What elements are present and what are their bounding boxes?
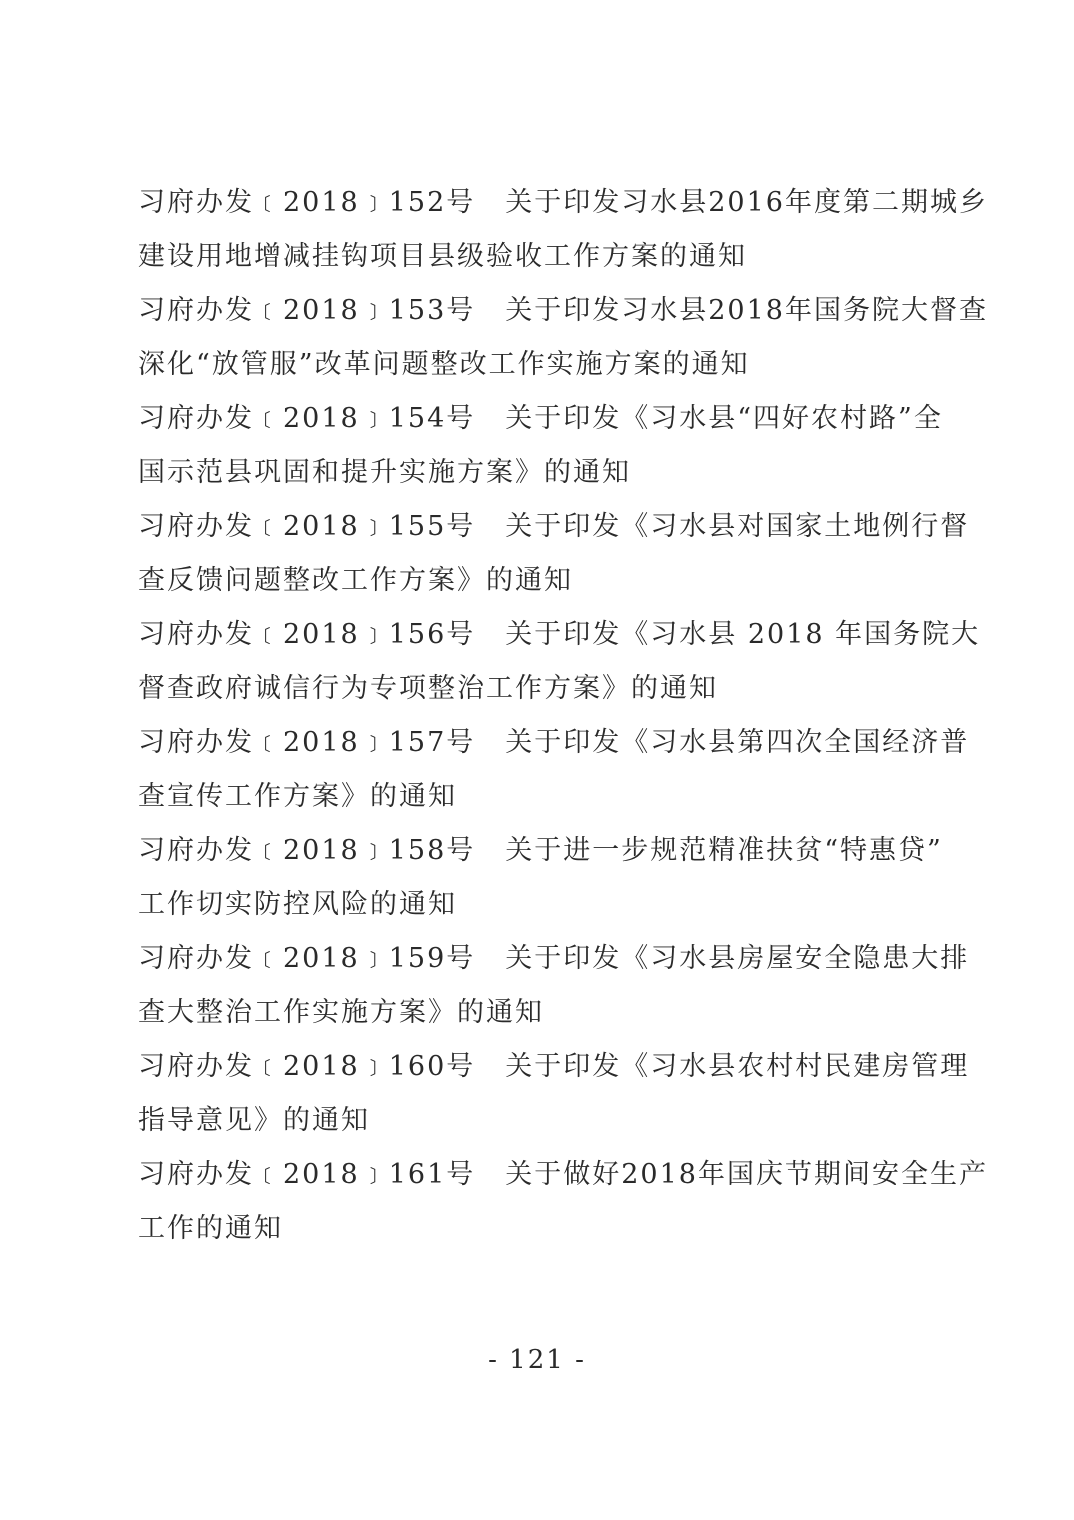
document-title-line1: 关于印发《习水县房屋安全隐患大排 (505, 943, 970, 974)
list-item (138, 824, 943, 932)
list-item (138, 716, 970, 824)
document-title-line2: 查反馈问题整改工作方案》的通知 (138, 565, 573, 596)
document-number: 习府办发﹝2018﹞159号 (138, 943, 476, 974)
document-number: 习府办发﹝2018﹞157号 (138, 727, 476, 758)
document-title-line1: 关于做好2018年国庆节期间安全生产 (505, 1159, 988, 1190)
document-number: 习府办发﹝2018﹞156号 (138, 619, 476, 650)
document-number: 习府办发﹝2018﹞160号 (138, 1051, 476, 1082)
page-number: - 121 - (488, 1345, 586, 1375)
document-title-line1: 关于印发习水县2016年度第二期城乡 (505, 187, 988, 218)
document-title-line1: 关于印发《习水县对国家土地例行督 (505, 511, 970, 542)
document-title-line1: 关于印发《习水县 2018 年国务院大 (505, 619, 981, 650)
document-title-line1: 关于印发《习水县第四次全国经济普 (505, 727, 970, 758)
document-title-line2: 工作切实防控风险的通知 (138, 889, 457, 920)
document-title-line1: 关于印发《习水县农村村民建房管理 (505, 1051, 970, 1082)
document-number: 习府办发﹝2018﹞161号 (138, 1159, 476, 1190)
list-item (138, 500, 970, 608)
list-item (138, 392, 943, 500)
list-item (138, 284, 988, 392)
list-item (138, 176, 988, 284)
document-title-line2: 深化“放管服”改革问题整改工作实施方案的通知 (138, 349, 750, 380)
document-number: 习府办发﹝2018﹞155号 (138, 511, 476, 542)
document-number: 习府办发﹝2018﹞152号 (138, 187, 476, 218)
document-title-line2: 查大整治工作实施方案》的通知 (138, 997, 544, 1028)
list-item (138, 1040, 970, 1148)
document-title-line2: 督查政府诚信行为专项整治工作方案》的通知 (138, 673, 718, 704)
document-title-line2: 指导意见》的通知 (138, 1105, 370, 1136)
document-title-line2: 建设用地增减挂钩项目县级验收工作方案的通知 (138, 241, 747, 272)
document-list (138, 176, 988, 1256)
document-number: 习府办发﹝2018﹞154号 (138, 403, 476, 434)
document-number: 习府办发﹝2018﹞158号 (138, 835, 476, 866)
list-item (138, 932, 970, 1040)
document-title-line2: 国示范县巩固和提升实施方案》的通知 (138, 457, 631, 488)
list-item (138, 608, 981, 716)
document-title-line1: 关于印发习水县2018年国务院大督查 (505, 295, 988, 326)
list-item (138, 1148, 988, 1256)
document-title-line2: 查宣传工作方案》的通知 (138, 781, 457, 812)
document-title-line1: 关于印发《习水县“四好农村路”全 (505, 403, 943, 434)
document-number: 习府办发﹝2018﹞153号 (138, 295, 476, 326)
document-title-line2: 工作的通知 (138, 1213, 283, 1244)
document-title-line1: 关于进一步规范精准扶贫“特惠贷” (505, 835, 943, 866)
